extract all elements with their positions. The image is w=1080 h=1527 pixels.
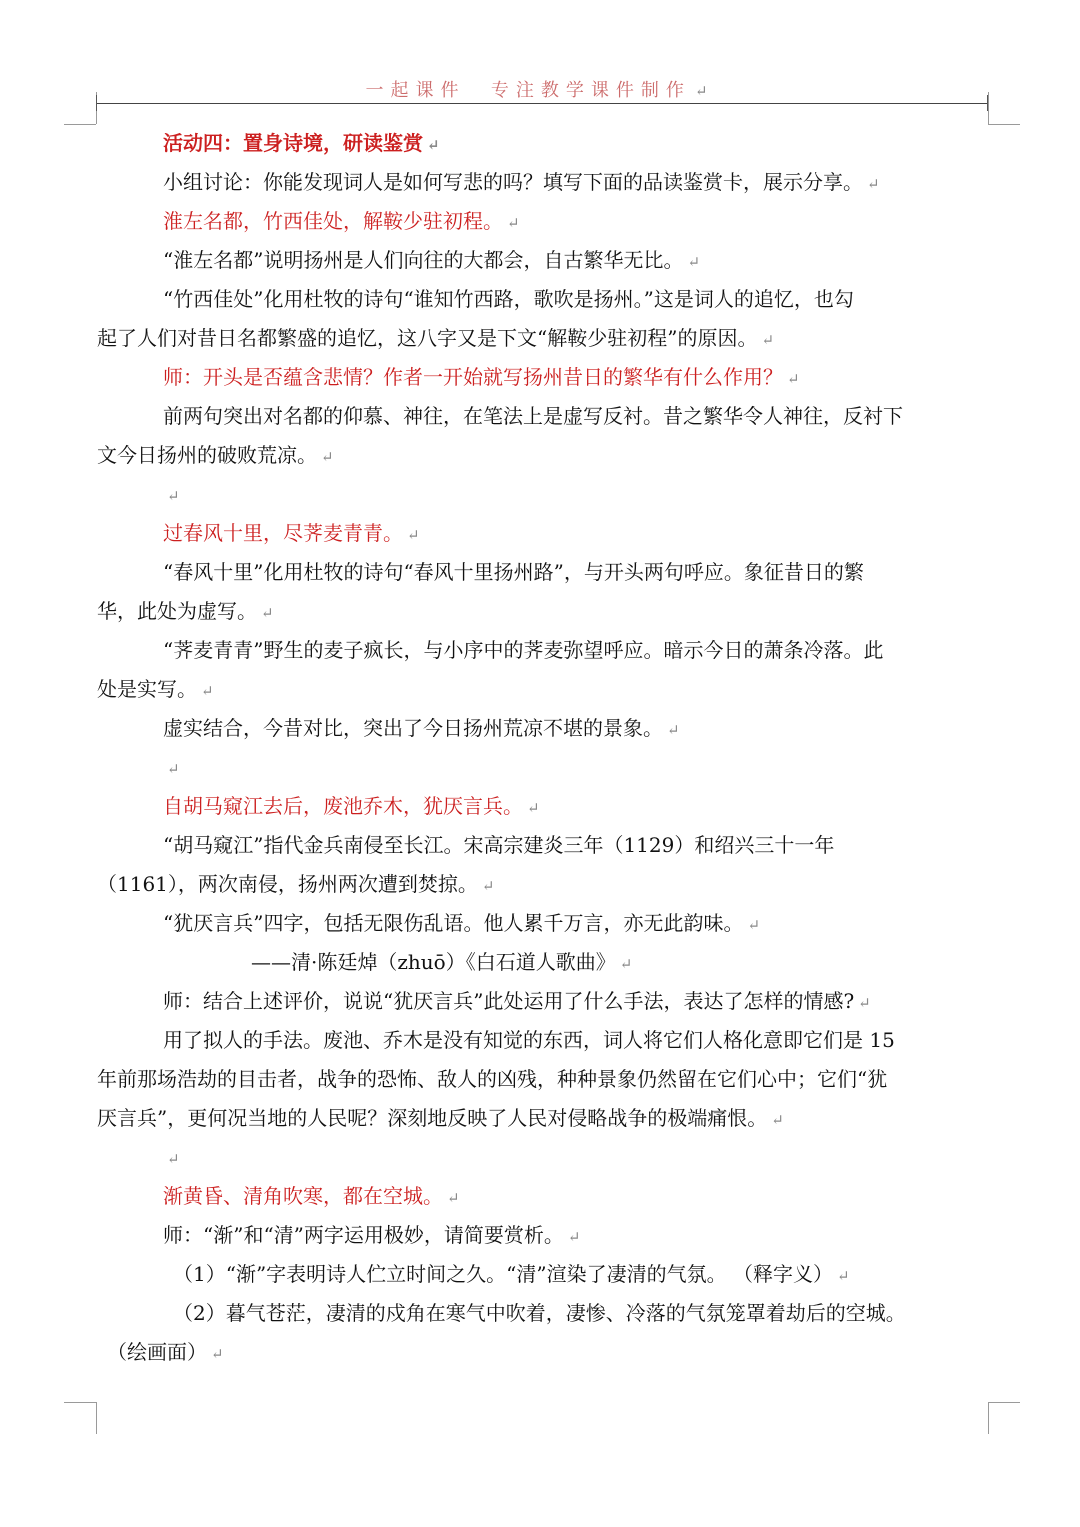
return-mark: ↵ — [167, 487, 180, 505]
crop-mark-top-left-h — [64, 124, 96, 125]
paragraph-line — [97, 826, 989, 865]
answer-item-2 — [97, 1294, 989, 1333]
document-body — [97, 124, 989, 1372]
line-text: 前两句突出对名都的仰慕、神往，在笔法上是虚写反衬。昔之繁华令人神往，反衬下 — [163, 404, 903, 428]
return-mark: ↵ — [747, 916, 761, 934]
line-text: 处是实写。 — [97, 677, 197, 701]
return-mark: ↵ — [867, 175, 880, 193]
paragraph-line — [97, 631, 989, 670]
return-mark: ↵ — [667, 721, 680, 739]
paragraph-line — [97, 436, 989, 475]
return-mark: ↵ — [527, 799, 540, 817]
verse-heading — [97, 1177, 989, 1216]
return-mark: ↵ — [481, 877, 495, 895]
paragraph-line — [97, 865, 989, 904]
return-mark: ↵ — [507, 214, 520, 232]
line-text: “胡马窥江”指代金兵南侵至长江。宋高宗建炎三年（1129）和绍兴三十一年 — [163, 833, 835, 857]
line-text: 年前那场浩劫的目击者，战争的恐怖、敌人的凶残，种种景象仍然留在它们心中；它们“犹 — [97, 1067, 888, 1091]
return-mark: ↵ — [211, 1345, 224, 1363]
paragraph-line — [97, 319, 989, 358]
line-text: （1161），两次南侵，扬州两次遭到焚掠。 — [97, 872, 478, 896]
paragraph-line — [97, 397, 989, 436]
line-text: 自胡马窥江去后，废池乔木，犹厌言兵。 — [163, 794, 523, 818]
return-mark: ↵ — [836, 1267, 850, 1285]
line-text: 师：“渐”和“清”两字运用极妙，请简要赏析。 — [163, 1223, 564, 1247]
return-mark: ↵ — [787, 370, 800, 388]
paragraph-line — [97, 1333, 989, 1372]
line-text: 师：结合上述评价，说说“犹厌言兵”此处运用了什么手法，表达了怎样的情感? — [163, 989, 855, 1013]
teacher-question — [97, 1216, 989, 1255]
header-text: 一起课件 专注教学课件制作 — [365, 80, 691, 101]
return-mark: ↵ — [201, 682, 214, 700]
line-text: 起了人们对昔日名都繁盛的追忆，这八字又是下文“解鞍少驻初程”的原因。 — [97, 326, 758, 350]
teacher-question — [97, 982, 989, 1021]
line-text: （1）“渐”字表明诗人伫立时间之久。“清”渲染了凄清的气氛。 （释字义） — [173, 1262, 833, 1286]
line-text: ——清·陈廷焯（zhuō）《白石道人歌曲》 — [251, 950, 616, 974]
paragraph-line — [97, 592, 989, 631]
line-text: “荠麦青青”野生的麦子疯长，与小序中的荠麦弥望呼应。暗示今日的萧条冷落。此 — [163, 638, 884, 662]
paragraph-line — [97, 670, 989, 709]
line-text: “犹厌言兵”四字，包括无限伤乱语。他人累千万言，亦无此韵味。 — [163, 911, 744, 935]
return-mark: ↵ — [619, 955, 633, 973]
crop-mark-bottom-left-v — [96, 1402, 97, 1434]
paragraph-line — [97, 280, 989, 319]
line-text: 活动四：置身诗境，研读鉴赏 — [163, 131, 423, 155]
return-mark: ↵ — [771, 1111, 784, 1129]
line-text: “淮左名都”说明扬州是人们向往的大都会，自古繁华无比。 — [163, 248, 684, 272]
crop-mark-bottom-left-h — [64, 1402, 96, 1403]
paragraph-line — [97, 1099, 989, 1138]
return-mark: ↵ — [567, 1228, 581, 1246]
paragraph-line — [97, 241, 989, 280]
return-mark: ↵ — [687, 253, 701, 271]
line-text: 渐黄昏、清角吹寒，都在空城。 — [163, 1184, 443, 1208]
line-text: 过春风十里，尽荠麦青青。 — [163, 521, 403, 545]
return-mark: ↵ — [321, 448, 334, 466]
header-rule — [96, 103, 988, 104]
line-text: （2）暮气苍茫，凄清的戍角在寒气中吹着，凄惨、冷落的气氛笼罩着劫后的空城。 — [173, 1301, 906, 1325]
line-text: “竹西佳处”化用杜牧的诗句“谁知竹西路，歌吹是扬州。”这是词人的追忆，也勾 — [163, 287, 854, 311]
return-mark: ↵ — [694, 82, 715, 100]
line-text: 文今日扬州的破败荒凉。 — [97, 443, 317, 467]
verse-heading — [97, 787, 989, 826]
line-text: 虚实结合，今昔对比，突出了今日扬州荒凉不堪的景象。 — [163, 716, 663, 740]
return-mark: ↵ — [761, 331, 775, 349]
crop-mark-bottom-right-v — [988, 1402, 989, 1434]
page-header — [0, 76, 1080, 102]
return-mark: ↵ — [427, 136, 440, 154]
paragraph-line — [97, 553, 989, 592]
line-text: （绘画面） — [107, 1340, 207, 1364]
return-mark: ↵ — [858, 994, 871, 1012]
return-mark: ↵ — [447, 1189, 460, 1207]
answer-item-1 — [97, 1255, 989, 1294]
section-heading-activity — [97, 124, 989, 163]
paragraph-line — [97, 163, 989, 202]
line-text: 小组讨论：你能发现词人是如何写悲的吗？填写下面的品读鉴赏卡，展示分享。 — [163, 170, 863, 194]
crop-mark-bottom-right-h — [988, 1402, 1020, 1403]
return-mark: ↵ — [167, 1150, 180, 1168]
return-mark: ↵ — [261, 604, 274, 622]
crop-mark-top-right-h — [988, 124, 1020, 125]
line-text: 师：开头是否蕴含悲情？作者一开始就写扬州昔日的繁华有什么作用？ — [163, 365, 783, 389]
teacher-question — [97, 358, 989, 397]
verse-heading — [97, 202, 989, 241]
verse-heading — [97, 514, 989, 553]
empty-line — [97, 748, 989, 787]
line-text: 淮左名都，竹西佳处，解鞍少驻初程。 — [163, 209, 503, 233]
paragraph-line — [97, 709, 989, 748]
paragraph-line — [97, 1021, 989, 1060]
line-text: 华，此处为虚写。 — [97, 599, 257, 623]
empty-line — [97, 1138, 989, 1177]
paragraph-line — [97, 1060, 989, 1099]
return-mark: ↵ — [167, 760, 180, 778]
return-mark: ↵ — [407, 526, 420, 544]
quotation-source — [97, 943, 989, 982]
line-text: “春风十里”化用杜牧的诗句“春风十里扬州路”，与开头两句呼应。象征昔日的繁 — [163, 560, 864, 584]
empty-line — [97, 475, 989, 514]
quotation-line — [97, 904, 989, 943]
line-text: 用了拟人的手法。废池、乔木是没有知觉的东西，词人将它们人格化意即它们是 15 — [163, 1028, 895, 1052]
line-text: 厌言兵”，更何况当地的人民呢？深刻地反映了人民对侵略战争的极端痛恨。 — [97, 1106, 768, 1130]
